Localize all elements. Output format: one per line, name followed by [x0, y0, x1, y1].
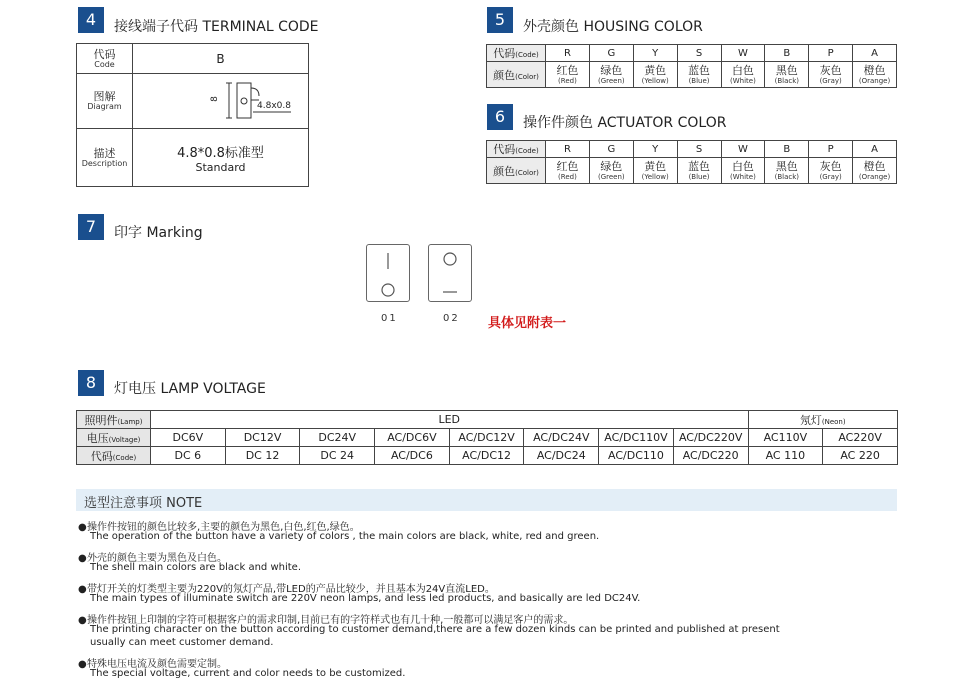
note-item-cn: ●特殊电压电流及颜色需要定制。	[78, 659, 227, 670]
lamp-code-cell: AC 220	[823, 447, 898, 465]
lamp-code-cell: AC/DC220	[673, 447, 748, 465]
housing-color-cell: 橙色 (Orange)	[853, 62, 897, 88]
note-item-cn: ●操作件按钮的颜色比较多,主要的颜色为黑色,白色,红色,绿色。	[78, 522, 360, 533]
lamp-code-cell: DC 6	[151, 447, 226, 465]
actuator-color-cell: 灰色 (Gray)	[809, 158, 853, 184]
lamp-voltage-cell: AC/DC6V	[375, 429, 450, 447]
housing-color-label: 颜色(Color)	[487, 62, 546, 88]
lamp-code-cell: AC/DC6	[375, 447, 450, 465]
note-item-cn: ●外壳的颜色主要为黑色及白色。	[78, 553, 227, 564]
terminal-dim-label: 4.8x0.8	[257, 101, 291, 111]
actuator-color-label: 颜色(Color)	[487, 158, 546, 184]
marking-sample-01	[366, 244, 410, 302]
section-number-4: 4	[78, 7, 104, 33]
actuator-color-cell: 白色 (White)	[721, 158, 765, 184]
housing-color-cell: 蓝色 (Blue)	[677, 62, 721, 88]
lamp-led-header: LED	[151, 411, 749, 429]
actuator-code-s: S	[677, 141, 721, 158]
lamp-code-cell: DC 24	[300, 447, 375, 465]
terminal-desc-label: 描述 Description	[77, 129, 133, 187]
lamp-voltage-cell: DC12V	[225, 429, 300, 447]
section-title-actuator: 操作件颜色 ACTUATOR COLOR	[523, 115, 727, 131]
note-item-en: The special voltage, current and color needs to be customized.	[90, 668, 406, 679]
marking-code-01: 01	[381, 313, 398, 324]
marking-symbol-02	[429, 245, 471, 301]
housing-code-g: G	[589, 45, 633, 62]
housing-color-cell: 黑色 (Black)	[765, 62, 809, 88]
lamp-neon-header: 氖灯(Neon)	[748, 411, 898, 429]
section-title-marking: 印字 Marking	[114, 225, 203, 241]
housing-code-r: R	[546, 45, 590, 62]
note-item-en: The printing character on the button according to customer demand,there are a few dozen kinds can be printed and published at present	[90, 624, 780, 635]
terminal-dim-height: 8	[209, 96, 220, 102]
actuator-code-a: A	[853, 141, 897, 158]
housing-code-s: S	[677, 45, 721, 62]
lamp-row-label: 照明件(Lamp)	[77, 411, 151, 429]
housing-code-p: P	[809, 45, 853, 62]
actuator-color-cell: 黑色 (Black)	[765, 158, 809, 184]
actuator-code-y: Y	[633, 141, 677, 158]
housing-code-b: B	[765, 45, 809, 62]
actuator-color-cell: 绿色 (Green)	[589, 158, 633, 184]
note-item-en: The operation of the button have a variety of colors , the main colors are black, white, red and green.	[90, 531, 600, 542]
section-title-housing: 外壳颜色 HOUSING COLOR	[523, 19, 703, 35]
housing-color-table	[486, 44, 897, 88]
actuator-color-cell: 橙色 (Orange)	[853, 158, 897, 184]
lamp-code-cell: DC 12	[225, 447, 300, 465]
actuator-code-p: P	[809, 141, 853, 158]
actuator-code-b: B	[765, 141, 809, 158]
section-title-terminal: 接线端子代码 TERMINAL CODE	[114, 19, 319, 35]
actuator-code-r: R	[546, 141, 590, 158]
lamp-voltage-table	[76, 410, 898, 465]
lamp-voltage-cell: DC6V	[151, 429, 226, 447]
housing-color-cell: 白色 (White)	[721, 62, 765, 88]
marking-sample-02	[428, 244, 472, 302]
section-number-5: 5	[487, 7, 513, 33]
housing-color-cell: 红色 (Red)	[546, 62, 590, 88]
note-item-en: usually can meet customer demand.	[90, 637, 274, 648]
note-item-en: The main types of illuminate switch are 220V neon lamps, and less led products, and basically are led DC24V.	[90, 593, 641, 604]
terminal-diagram-label: 图解 Diagram	[77, 74, 133, 129]
see-appendix-table: 具体见附表一	[488, 316, 567, 331]
actuator-code-w: W	[721, 141, 765, 158]
actuator-color-cell: 蓝色 (Blue)	[677, 158, 721, 184]
housing-color-cell: 绿色 (Green)	[589, 62, 633, 88]
actuator-code-g: G	[589, 141, 633, 158]
terminal-diagram-cell	[133, 74, 309, 129]
note-item-en: The shell main colors are black and white.	[90, 562, 302, 573]
terminal-code-label: 代码 Code	[77, 44, 133, 74]
note-item-cn: ●操作件按钮上印制的字符可根据客户的需求印制,目前已有的字符样式也有几十种,一般都可以满足客户的需求。	[78, 615, 574, 626]
lamp-voltage-cell: DC24V	[300, 429, 375, 447]
housing-code-w: W	[721, 45, 765, 62]
lamp-voltage-cell: AC/DC12V	[449, 429, 524, 447]
housing-code-label: 代码(Code)	[487, 45, 546, 62]
actuator-color-cell: 黄色 (Yellow)	[633, 158, 677, 184]
actuator-code-label: 代码(Code)	[487, 141, 546, 158]
section-title-lamp-voltage: 灯电压 LAMP VOLTAGE	[114, 381, 266, 397]
lamp-code-cell: AC/DC110	[599, 447, 674, 465]
lamp-voltage-label: 电压(Voltage)	[77, 429, 151, 447]
terminal-desc-value: 4.8*0.8标准型 Standard	[133, 129, 309, 187]
marking-symbol-01	[367, 245, 409, 301]
actuator-color-table	[486, 140, 897, 184]
terminal-code-table	[76, 43, 309, 187]
lamp-voltage-cell: AC/DC110V	[599, 429, 674, 447]
lamp-code-cell: AC/DC24	[524, 447, 599, 465]
housing-code-a: A	[853, 45, 897, 62]
actuator-color-cell: 红色 (Red)	[546, 158, 590, 184]
lamp-voltage-cell: AC220V	[823, 429, 898, 447]
lamp-voltage-cell: AC110V	[748, 429, 823, 447]
lamp-voltage-cell: AC/DC220V	[673, 429, 748, 447]
housing-color-cell: 黄色 (Yellow)	[633, 62, 677, 88]
lamp-code-cell: AC/DC12	[449, 447, 524, 465]
lamp-code-label: 代码(Code)	[77, 447, 151, 465]
marking-code-02: 02	[443, 313, 460, 324]
section-number-6: 6	[487, 104, 513, 130]
terminal-code-value: B	[133, 44, 309, 74]
note-title: 选型注意事项 NOTE	[84, 496, 203, 511]
section-number-8: 8	[78, 370, 104, 396]
note-item-cn: ●带灯开关的灯类型主要为220V的氖灯产品,带LED的产品比较少，并且基本为24V直流LED。	[78, 584, 495, 595]
section-number-7: 7	[78, 214, 104, 240]
lamp-voltage-cell: AC/DC24V	[524, 429, 599, 447]
housing-code-y: Y	[633, 45, 677, 62]
lamp-code-cell: AC 110	[748, 447, 823, 465]
housing-color-cell: 灰色 (Gray)	[809, 62, 853, 88]
